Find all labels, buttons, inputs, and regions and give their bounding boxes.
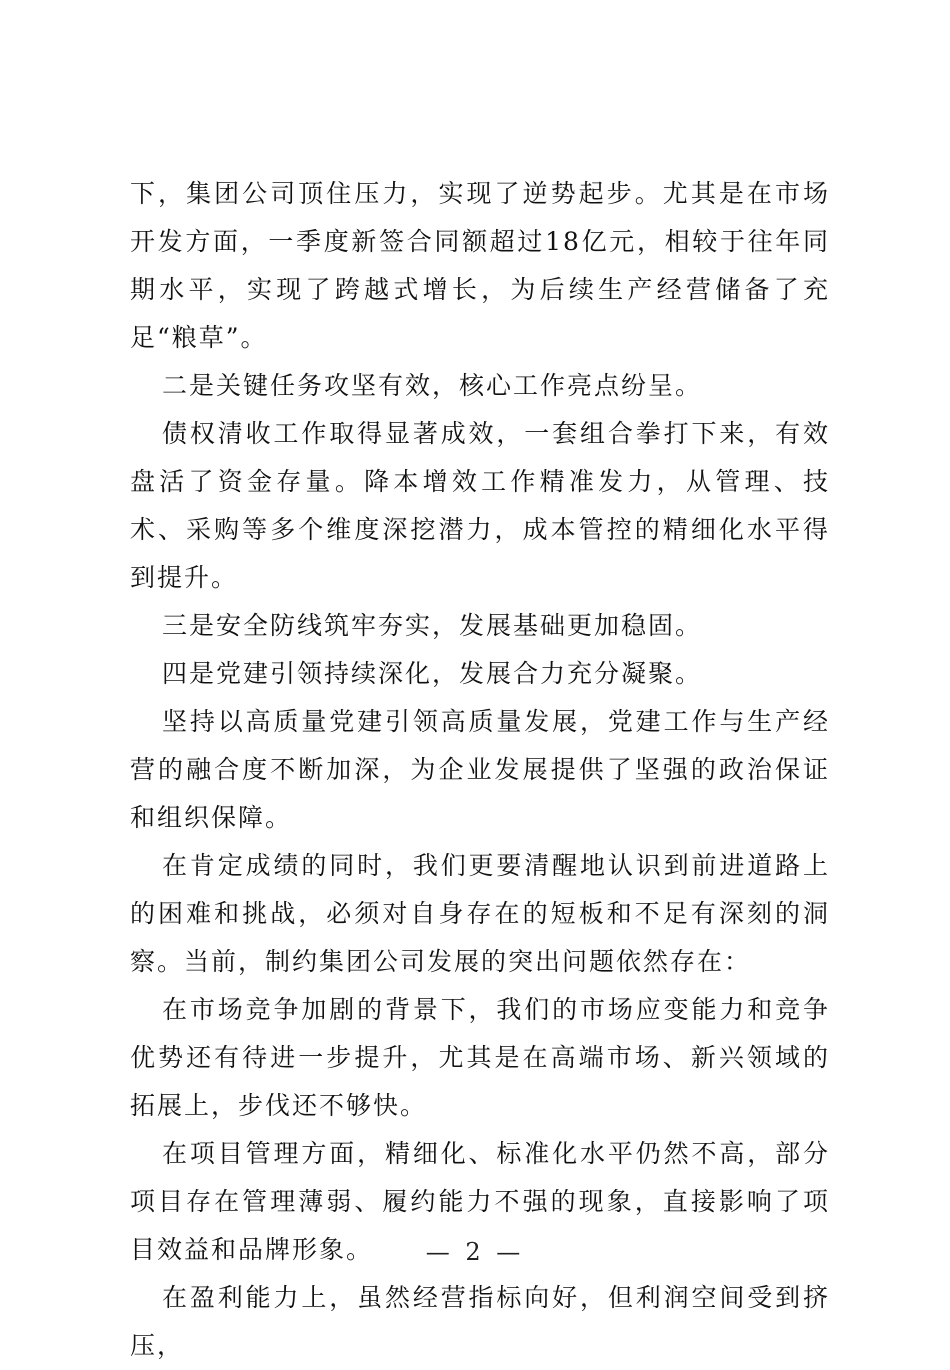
- paragraph: 在肯定成绩的同时，我们更要清醒地认识到前进道路上的困难和挑战，必须对自身存在的短板和不足有深刻的洞察。当前，制约集团公司发展的突出问题依然存在：: [130, 851, 830, 976]
- paragraph-heading-4: 四是党建引领持续深化，发展合力充分凝聚。: [162, 659, 703, 688]
- paragraph: 在市场竞争加剧的背景下，我们的市场应变能力和竞争优势还有待进一步提升，尤其是在高端市场、新兴领域的拓展上，步伐还不够快。: [130, 995, 830, 1120]
- paragraph: 坚持以高质量党建引领高质量发展，党建工作与生产经营的融合度不断加深，为企业发展提供了坚强的政治保证和组织保障。: [130, 707, 830, 832]
- paragraph-heading-3: 三是安全防线筑牢夯实，发展基础更加稳固。: [162, 611, 703, 640]
- paragraph: 债权清收工作取得显著成效，一套组合拳打下来，有效盘活了资金存量。降本增效工作精准发力，从管理、技术、采购等多个维度深挖潜力，成本管控的精细化水平得到提升。: [130, 419, 830, 592]
- paragraph: 在盈利能力上，虽然经营指标向好，但利润空间受到挤压，: [130, 1283, 830, 1360]
- page-number: — 2 —: [425, 1238, 525, 1266]
- paragraph-heading-2: 二是关键任务攻坚有效，核心工作亮点纷呈。: [162, 371, 703, 400]
- paragraph: 在项目管理方面，精细化、标准化水平仍然不高，部分项目存在管理薄弱、履约能力不强的现象，直接影响了项目效益和品牌形象。: [130, 1139, 830, 1264]
- body-text: [130, 170, 830, 1370]
- paragraph-continued: 下，集团公司顶住压力，实现了逆势起步。尤其是在市场开发方面，一季度新签合同额超过18亿元，相较于往年同期水平，实现了跨越式增长，为后续生产经营储备了充足“粮草”。: [130, 179, 830, 352]
